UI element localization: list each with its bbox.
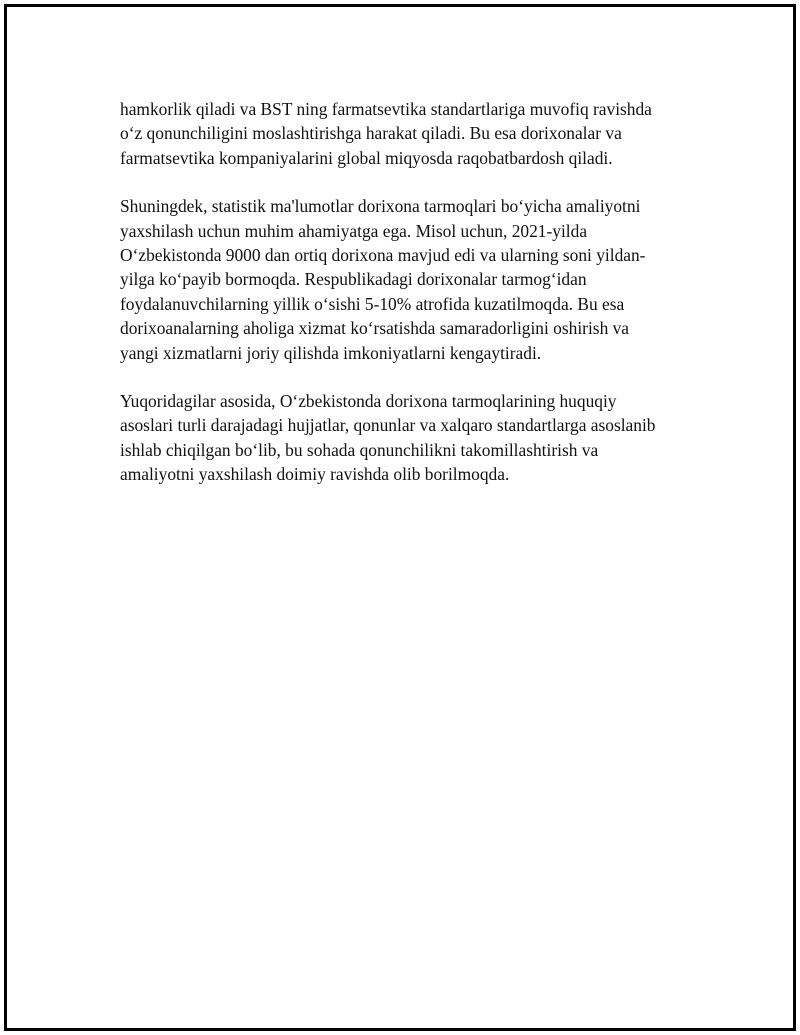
text-line: O‘zbekistonda 9000 dan ortiq dorixona mavjud edi va ularning soni yildan- — [120, 245, 646, 266]
text-line: Yuqoridagilar asosida, O‘zbekistonda dorixona tarmoqlarining huquqiy — [120, 391, 617, 412]
text-line: o‘z qonunchiligini moslashtirishga harakat qiladi. Bu esa dorixonalar va — [120, 123, 622, 144]
text-line: farmatsevtika kompaniyalarini global miqyosda raqobatbardosh qiladi. — [120, 147, 613, 168]
text-line: asoslari turli darajadagi hujjatlar, qonunlar va xalqaro standartlarga asoslanib — [120, 415, 656, 436]
text-line: foydalanuvchilarning yillik o‘sishi 5-10% atrofida kuzatilmoqda. Bu esa — [120, 293, 625, 314]
text-line: yaxshilash uchun muhim ahamiyatga ega. Misol uchun, 2021-yilda — [120, 220, 588, 241]
paragraph-2 — [120, 194, 700, 365]
paragraph-3 — [120, 389, 700, 487]
text-line: dorixoanalarning aholiga xizmat ko‘rsatishda samaradorligini oshirish va — [120, 318, 630, 339]
text-line: amaliyotni yaxshilash doimiy ravishda olib borilmoqda. — [120, 464, 510, 485]
text-line: yangi xizmatlarni joriy qilishda imkoniyatlarni kengaytiradi. — [120, 342, 542, 363]
text-line: ishlab chiqilgan bo‘lib, bu sohada qonunchilikni takomillashtirish va — [120, 439, 599, 460]
text-line: hamkorlik qiladi va BST ning farmatsevtika standartlariga muvofiq ravishda — [120, 99, 652, 119]
text-line: yilga ko‘payib bormoqda. Respublikadagi dorixonalar tarmog‘idan — [120, 269, 587, 290]
text-line: Shuningdek, statistik ma'lumotlar dorixona tarmoqlari bo‘yicha amaliyotni — [120, 196, 641, 217]
page-frame — [4, 4, 796, 1031]
paragraph-1 — [120, 97, 700, 170]
page-content — [120, 97, 700, 511]
